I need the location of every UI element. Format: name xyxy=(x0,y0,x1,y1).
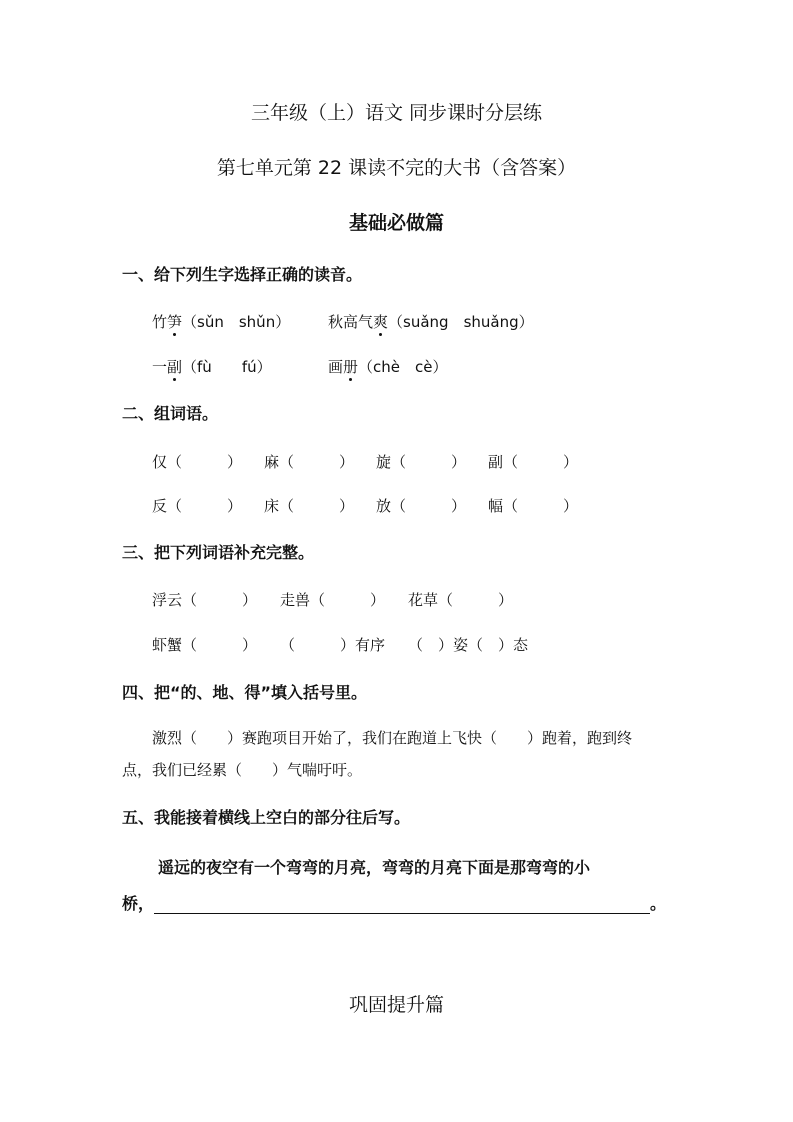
section-title-basic: 基础必做篇 xyxy=(348,212,444,234)
q2-cell: 旋（ ） xyxy=(376,453,467,471)
q2-cell: 副（ ） xyxy=(488,453,579,471)
q4-sentence-line-1: 激烈（ ）赛跑项目开始了，我们在跑道上飞快（ ）跑着，跑到终 xyxy=(152,729,633,747)
lesson-title: 第七单元第 22 课读不完的大书（含答案） xyxy=(216,157,577,179)
q5-prompt-line-2: 桥， 。 xyxy=(122,894,667,913)
dotted-char: 笋 xyxy=(167,313,183,331)
dotted-char: 爽 xyxy=(373,313,389,331)
q2-cell: 反（ ） xyxy=(152,497,243,515)
q2-cell: 仅（ ） xyxy=(152,453,243,471)
answer-blank-line[interactable] xyxy=(154,897,650,914)
q3-cell: 走兽（ ） xyxy=(280,591,386,609)
question-1-heading: 一、给下列生字选择正确的读音。 xyxy=(122,265,363,284)
q2-cell: 放（ ） xyxy=(376,497,467,515)
page-title: 三年级（上）语文 同步课时分层练 xyxy=(250,102,543,124)
q3-cell: 花草（ ） xyxy=(408,591,514,609)
q3-cell: 虾蟹（ ） xyxy=(152,636,258,654)
q2-cell: 幅（ ） xyxy=(488,497,579,515)
q3-cell: （ ）有序 xyxy=(280,636,386,654)
question-5-heading: 五、我能接着横线上空白的部分往后写。 xyxy=(122,808,411,827)
q5-prompt-line-1: 遥远的夜空有一个弯弯的月亮，弯弯的月亮下面是那弯弯的小 xyxy=(158,858,591,877)
question-2-heading: 二、组词语。 xyxy=(122,404,219,423)
q1-item-1: 竹笋（sǔn shǔn） xyxy=(152,313,291,331)
question-3-heading: 三、把下列词语补充完整。 xyxy=(122,543,315,562)
dotted-char: 册 xyxy=(343,358,359,376)
q2-cell: 麻（ ） xyxy=(264,453,355,471)
q4-sentence-line-2: 点，我们已经累（ ）气喘吁吁。 xyxy=(122,761,363,779)
dotted-char: 副 xyxy=(167,358,183,376)
section-title-advanced: 巩固提升篇 xyxy=(348,994,444,1016)
question-4-heading: 四、把“的、地、得”填入括号里。 xyxy=(122,683,368,702)
q3-cell: （ ）姿（ ）态 xyxy=(408,636,529,654)
q1-item-2: 秋高气爽（suǎng shuǎng） xyxy=(328,313,534,331)
q3-cell: 浮云（ ） xyxy=(152,591,258,609)
q1-item-4: 画册（chè cè） xyxy=(328,358,448,376)
q1-item-3: 一副（fù fú） xyxy=(152,358,272,376)
q2-cell: 床（ ） xyxy=(264,497,355,515)
